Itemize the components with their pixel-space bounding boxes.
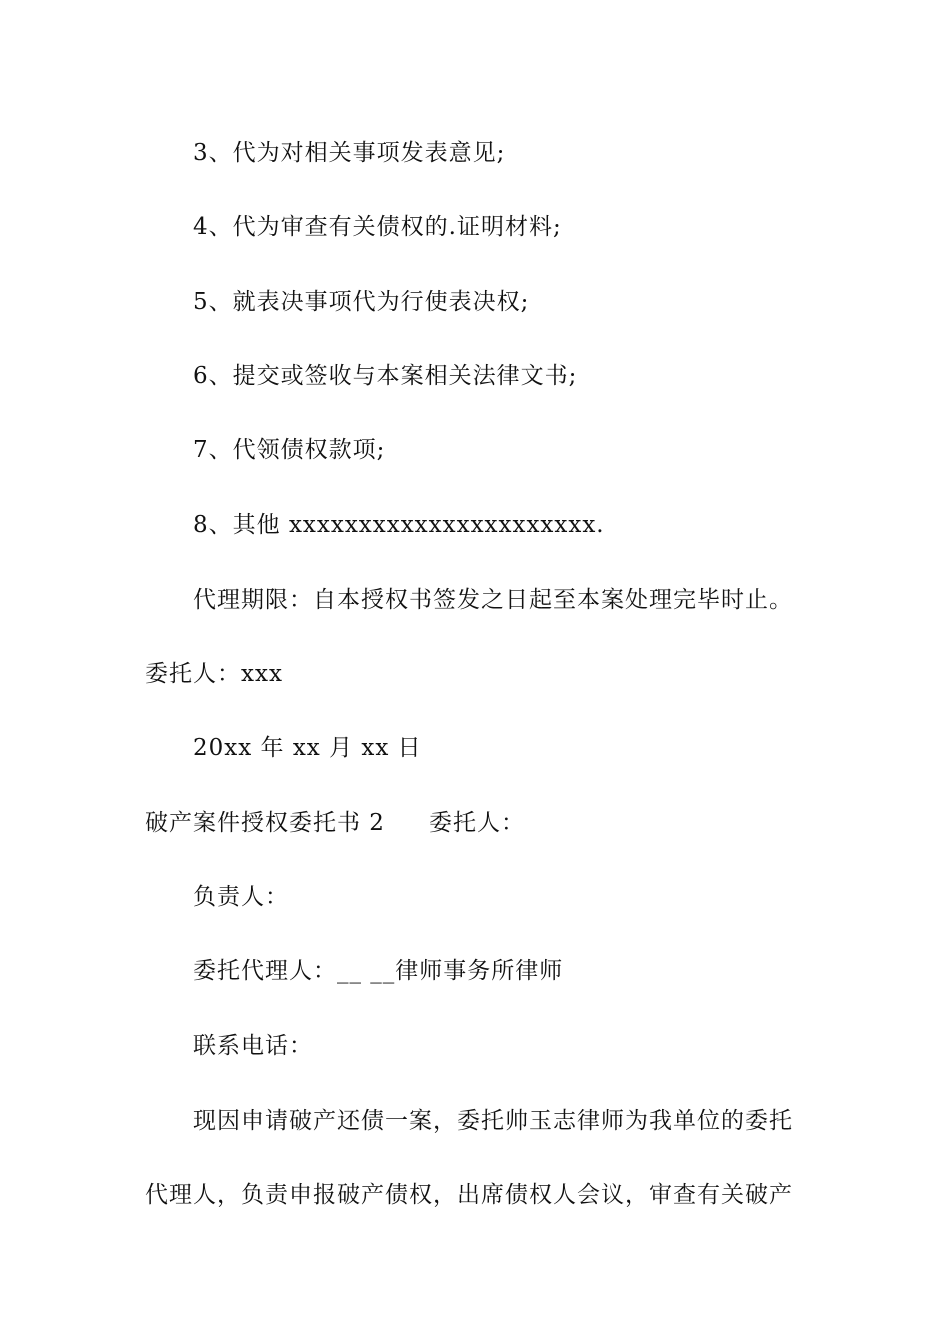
item-6: 6、提交或签收与本案相关法律文书; (193, 363, 578, 389)
section2-title: 破产案件授权委托书 2 (145, 810, 385, 836)
item-3: 3、代为对相关事项发表意见; (193, 140, 506, 166)
responsible-person: 负责人： (193, 884, 289, 910)
contact-phone: 联系电话： (193, 1033, 313, 1059)
item-5: 5、就表决事项代为行使表决权; (193, 289, 530, 315)
body-paragraph-line-2: 代理人，负责申报破产债权，出席债权人会议，审查有关破产 (145, 1182, 793, 1208)
principal-signature: 委托人：xxx (145, 661, 283, 687)
authorized-agent: 委托代理人：__ __律师事务所律师 (193, 958, 564, 984)
item-8: 8、其他 xxxxxxxxxxxxxxxxxxxxxx. (193, 512, 605, 538)
date: 20xx 年 xx 月 xx 日 (193, 735, 422, 761)
body-paragraph-line-1: 现因申请破产还债一案，委托帅玉志律师为我单位的委托 (193, 1108, 793, 1134)
item-4: 4、代为审查有关债权的.证明材料; (193, 214, 562, 240)
item-7: 7、代领债权款项; (193, 437, 386, 463)
agency-term: 代理期限：自本授权书签发之日起至本案处理完毕时止。 (193, 587, 793, 613)
section2-heading (145, 808, 525, 838)
section2-principal: 委托人： (428, 810, 525, 836)
